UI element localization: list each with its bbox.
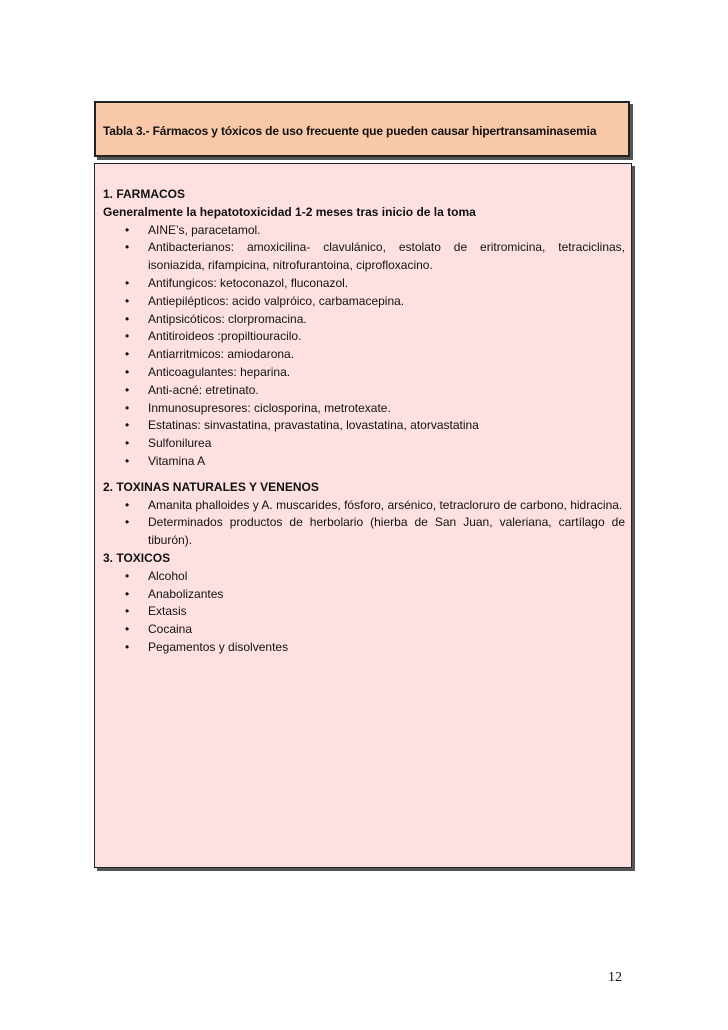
table-title: Tabla 3.- Fármacos y tóxicos de uso frecuente que pueden causar hipertransaminasemia xyxy=(103,124,597,138)
list-item: • Extasis xyxy=(103,603,625,621)
list-item: • Anti-acné: etretinato. xyxy=(103,382,625,400)
list-item: • AINE’s, paracetamol. xyxy=(103,222,625,240)
list-item: • Estatinas: sinvastatina, pravastatina, lovastatina, atorvastatina xyxy=(103,417,625,435)
list-item: • Pegamentos y disolventes xyxy=(103,639,625,657)
list-item: • Antiarritmicos: amiodarona. xyxy=(103,346,625,364)
list-item: • Sulfonilurea xyxy=(103,435,625,453)
table-content-box xyxy=(94,163,632,868)
list-item: • Antibacterianos: amoxicilina- clavulánico, estolato de eritromicina, tetraciclinas, isoniazida, rifampicina, nitrofurantoina, ciprofloxacino. xyxy=(103,239,625,275)
list-item: • Cocaina xyxy=(103,621,625,639)
section-subheading-farmacos: Generalmente la hepatotoxicidad 1-2 meses tras inicio de la toma xyxy=(103,204,476,219)
list-toxinas xyxy=(103,497,625,550)
list-item: • Antiepilépticos: acido valpróico, carbamacepina. xyxy=(103,293,625,311)
list-item: • Antifungicos: ketoconazol, fluconazol. xyxy=(103,275,625,293)
list-farmacos xyxy=(103,222,625,471)
list-item: • Antitiroideos :propiltiouracilo. xyxy=(103,328,625,346)
list-item: • Vitamina A xyxy=(103,453,625,471)
list-item: • Antipsicóticos: clorpromacina. xyxy=(103,311,625,329)
section-heading-toxinas: 2. TOXINAS NATURALES Y VENENOS xyxy=(103,479,319,494)
list-item: • Anabolizantes xyxy=(103,586,625,604)
list-item: • Amanita phalloides y A. muscarides, fósforo, arsénico, tetracloruro de carbono, hidracina. xyxy=(103,497,625,515)
list-item: • Determinados productos de herbolario (hierba de San Juan, valeriana, cartílago de tiburón). xyxy=(103,514,625,550)
list-item: • Alcohol xyxy=(103,568,625,586)
list-toxicos xyxy=(103,568,625,657)
section-heading-toxicos: 3. TOXICOS xyxy=(103,550,171,565)
section-heading-farmacos: 1. FARMACOS xyxy=(103,187,186,201)
table-content xyxy=(103,186,625,657)
list-item: • Anticoagulantes: heparina. xyxy=(103,364,625,382)
list-item: • Inmunosupresores: ciclosporina, metrotexate. xyxy=(103,400,625,418)
table-title-box xyxy=(94,101,630,157)
page-number: 12 xyxy=(608,970,622,985)
